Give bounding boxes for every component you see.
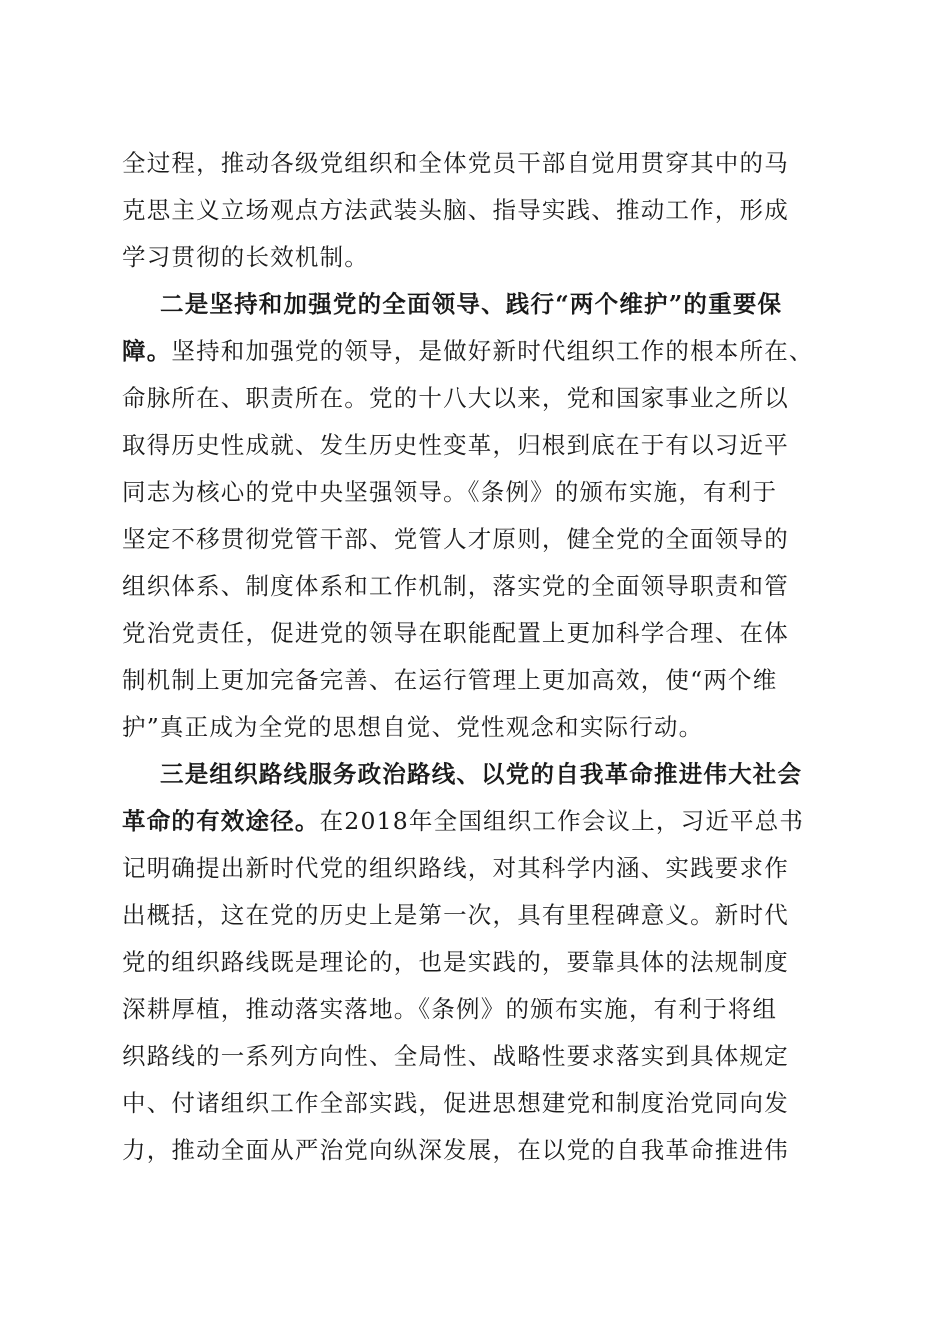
- paragraph-2-line-2-text: 坚持和加强党的领导，是做好新时代组织工作的根本所在、: [171, 337, 814, 365]
- paragraph-3-line-2-text: 在2018年全国组织工作会议上，习近平总书: [319, 807, 805, 835]
- paragraph-3-line-9: 力，推动全面从严治党向纵深发展，在以党的自我革命推进伟: [122, 1136, 789, 1164]
- paragraph-2-line-7: 组织体系、制度体系和工作机制，落实党的全面领导职责和管: [122, 572, 789, 600]
- paragraph-2-heading: 二是坚持和加强党的全面领导、践行“两个维护”的重要保: [160, 290, 783, 318]
- paragraph-3-line-4: 出概括，这在党的历史上是第一次，具有里程碑意义。新时代: [122, 901, 789, 929]
- paragraph-2-line-2: [122, 336, 814, 366]
- paragraph-3-line-3: 记明确提出新时代党的组织路线，对其科学内涵、实践要求作: [122, 854, 789, 882]
- paragraph-2-line-6: 坚定不移贯彻党管干部、党管人才原则，健全党的全面领导的: [122, 525, 789, 553]
- paragraph-2-line-5: 同志为核心的党中央坚强领导。《条例》的颁布实施，有利于: [122, 478, 778, 506]
- paragraph-3-line-8: 中、付诸组织工作全部实践，促进思想建党和制度治党同向发: [122, 1089, 789, 1117]
- paragraph-2-line-3: 命脉所在、职责所在。党的十八大以来，党和国家事业之所以: [122, 384, 789, 412]
- paragraph-2-line-8: 党治党责任，促进党的领导在职能配置上更加科学合理、在体: [122, 619, 789, 647]
- paragraph-3-line-7: 织路线的一系列方向性、全局性、战略性要求落实到具体规定: [122, 1042, 789, 1070]
- paragraph-1-line-2: 克思主义立场观点方法武装头脑、指导实践、推动工作，形成: [122, 196, 789, 224]
- paragraph-3-line-5: 党的组织路线既是理论的，也是实践的，要靠具体的法规制度: [122, 948, 789, 976]
- paragraph-3-line-6: 深耕厚植，推动落实落地。《条例》的颁布实施，有利于将组: [122, 995, 778, 1023]
- paragraph-2-line-9: 制机制上更加完备完善、在运行管理上更加高效，使“两个维: [122, 666, 778, 694]
- paragraph-1-line-3: 学习贯彻的长效机制。: [122, 243, 369, 271]
- paragraph-2-line-10: 护”真正成为全党的思想自觉、党性观念和实际行动。: [122, 713, 704, 741]
- paragraph-3-heading: 三是组织路线服务政治路线、以党的自我革命推进伟大社会: [160, 760, 803, 788]
- paragraph-3-heading-end: 革命的有效途径。: [122, 807, 320, 835]
- paragraph-2-line-4: 取得历史性成就、发生历史性变革，归根到底在于有以习近平: [122, 431, 789, 459]
- paragraph-1-line-1: 全过程，推动各级党组织和全体党员干部自觉用贯穿其中的马: [122, 149, 789, 177]
- paragraph-2-heading-end: 障。: [122, 337, 172, 365]
- paragraph-3-line-2: [122, 806, 804, 836]
